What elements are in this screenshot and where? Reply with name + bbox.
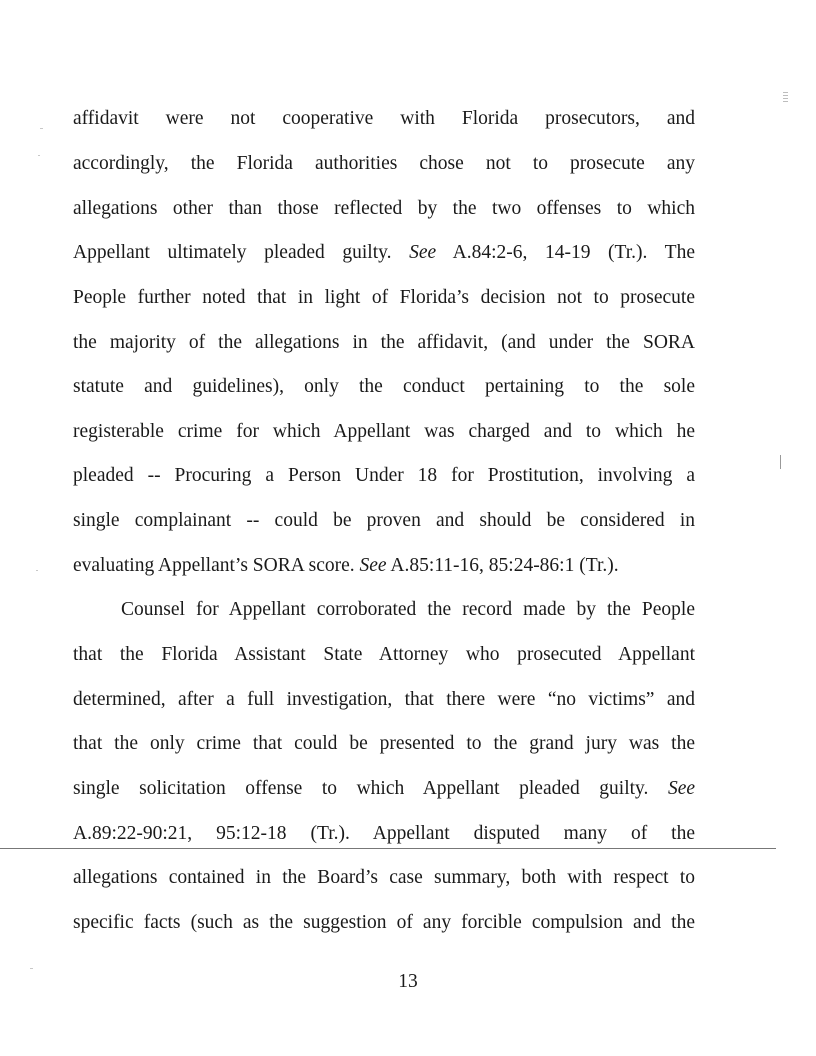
scan-speck — [38, 155, 40, 156]
text-line: A.89:22-90:21, 95:12-18 (Tr.). Appellant disputed many of the — [73, 823, 695, 844]
text-line: evaluating Appellant’s SORA score. See A.85:11-16, 85:24-86:1 (Tr.). — [73, 555, 619, 576]
text-line: People further noted that in light of Florida’s decision not to prosecute — [73, 287, 695, 308]
scan-speck — [30, 968, 33, 969]
text-line: Appellant ultimately pleaded guilty. See A.84:2-6, 14-19 (Tr.). The — [73, 242, 695, 263]
text-line: affidavit were not cooperative with Florida prosecutors, and — [73, 108, 695, 129]
text-line: allegations contained in the Board’s case summary, both with respect to — [73, 867, 695, 888]
citation-signal: See — [409, 242, 437, 263]
citation-signal: See — [667, 778, 695, 799]
text-line: determined, after a full investigation, that there were “no victims” and — [73, 689, 695, 710]
text-line: that the only crime that could be presented to the grand jury was the — [73, 733, 695, 754]
text-line: single complainant -- could be proven and should be considered in — [73, 510, 695, 531]
scan-speck — [40, 128, 43, 129]
text-line: pleaded -- Procuring a Person Under 18 for Prostitution, involving a — [73, 465, 695, 486]
text-line: statute and guidelines), only the conduct pertaining to the sole — [73, 376, 695, 397]
text-line: that the Florida Assistant State Attorney who prosecuted Appellant — [73, 644, 695, 665]
text-line: Counsel for Appellant corroborated the record made by the People — [121, 599, 695, 620]
text-line: accordingly, the Florida authorities chose not to prosecute any — [73, 153, 695, 174]
text-line: specific facts (such as the suggestion of any forcible compulsion and the — [73, 912, 695, 933]
scan-speck — [36, 570, 38, 571]
text-line: single solicitation offense to which Appellant pleaded guilty. See — [73, 778, 695, 799]
scan-rule-line — [0, 848, 776, 849]
text-line: registerable crime for which Appellant was charged and to which he — [73, 421, 695, 442]
citation-signal: See — [359, 555, 387, 576]
page-number: 13 — [398, 971, 418, 992]
scan-artifact — [780, 455, 781, 469]
text-line: allegations other than those reflected by the two offenses to which — [73, 198, 695, 219]
scan-artifact — [783, 92, 788, 104]
text-line: the majority of the allegations in the affidavit, (and under the SORA — [73, 332, 695, 353]
